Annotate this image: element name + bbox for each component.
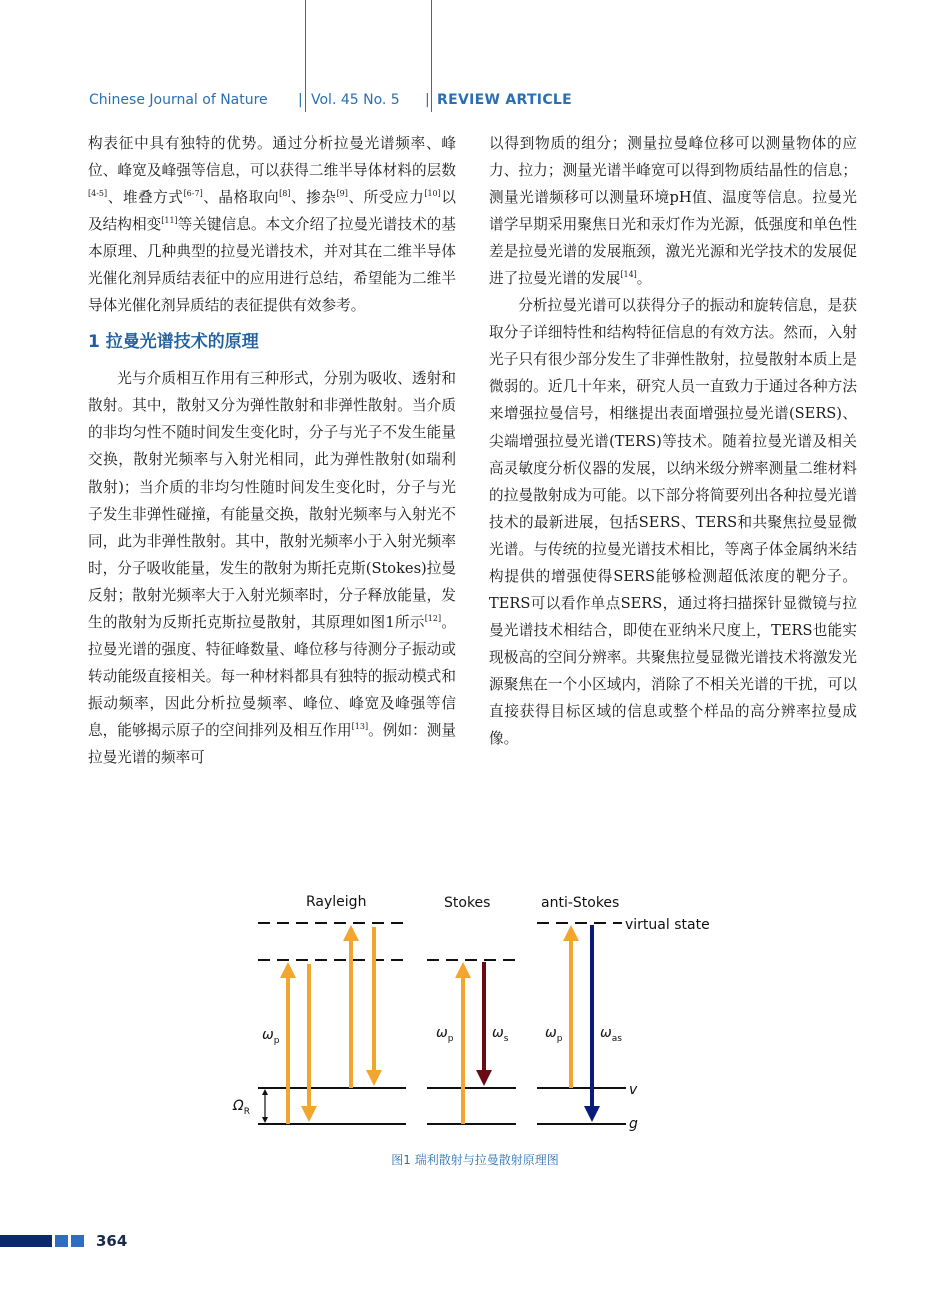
footer-bar-dark — [0, 1235, 52, 1247]
virtual-levels — [258, 923, 622, 960]
label-g: g — [629, 1116, 638, 1132]
header-sep-2: | — [425, 92, 430, 108]
left-column — [88, 130, 456, 771]
footer-bar-block-1 — [55, 1235, 68, 1247]
figure-1-diagram — [0, 880, 950, 1145]
label-rayleigh: Rayleigh — [306, 894, 367, 910]
label-anti-stokes: anti-Stokes — [541, 895, 620, 911]
footer-bar-block-2 — [71, 1235, 84, 1247]
caption-label: 图1 — [391, 1153, 411, 1167]
label-v: v — [629, 1082, 638, 1098]
left-paragraph-1: 构表征中具有独特的优势。通过分析拉曼光谱频率、峰位、峰宽及峰强等信息，可以获得二维半导体材料的层数[4-5]、堆叠方式[6-7]、晶格取向[8]、掺杂[9]、所受应力[10]以及结构相变[11]等关键信息。本文介绍了拉曼光谱技术的基本原理、几种典型的拉曼光谱技术，并对其在二维半导体光催化剂异质结表征中的应用进行总结，希望能为二维半导体光催化剂异质结的表征提供有效参考。 — [88, 135, 456, 315]
label-virtual-state: virtual state — [625, 917, 710, 933]
caption-text: 瑞利散射与拉曼散射原理图 — [414, 1153, 559, 1167]
volume-issue: Vol. 45 No. 5 — [311, 92, 400, 108]
anti-stokes-omega-as: $\omega_{as}$ — [600, 1025, 622, 1044]
omega-r-label: $\Omega_R$ — [233, 1098, 250, 1117]
right-paragraph-2: 分析拉曼光谱可以获得分子的振动和旋转信息，是获取分子详细特性和结构特征信息的有效方法。然而，入射光子只有很少部分发生了非弹性散射，拉曼散射本质上是微弱的。近几十年来，研究人员一直致力于通过各种方法来增强拉曼信号，相继提出表面增强拉曼光谱(SERS)、尖端增强拉曼光谱(TERS)等技术。随着拉曼光谱及相关高灵敏度分析仪器的发展，以纳米级分辨率测量二维材料的拉曼散射成为可能。以下部分将简要列出各种拉曼光谱技术的最新进展，包括SERS、TERS和共聚焦拉曼显微光谱。与传统的拉曼光谱技术相比，等离子体金属纳米结构提供的增强使得SERS能够检测超低浓度的靶分子。TERS可以看作单点SERS，通过将扫描探针显微镜与拉曼光谱技术相结合，即使在亚纳米尺度上，TERS也能实现极高的空间分辨率。共聚焦拉曼显微光谱技术将激发光源聚焦在一个小区域内，消除了不相关光谱的干扰，可以直接获得目标区域的信息或整个样品的高分辨率拉曼成像。 — [489, 297, 857, 748]
right-paragraph-1: 以得到物质的组分；测量拉曼峰位移可以测量物体的应力、拉力；测量光谱半峰宽可以得到物质结晶性的信息；测量光谱频移可以测量环境pH值、温度等信息。拉曼光谱学早期采用聚焦日光和汞灯作为光源，低强度和单色性差是拉曼光谱的发展瓶颈，激光光源和光学技术的发展促进了拉曼光谱的发展[14]。 — [489, 135, 857, 288]
stokes-omega-s: $\omega_s$ — [492, 1025, 509, 1044]
page-number: 364 — [96, 1232, 128, 1250]
right-column — [489, 130, 857, 752]
real-levels — [258, 1088, 626, 1124]
anti-stokes-omega-p: $\omega_p$ — [545, 1025, 563, 1044]
label-stokes: Stokes — [444, 895, 491, 911]
article-type: REVIEW ARTICLE — [437, 92, 572, 108]
header-rule-2 — [431, 0, 432, 112]
rayleigh-arrows — [288, 927, 374, 1124]
header-rule-1 — [305, 0, 306, 112]
section-heading: 1 拉曼光谱技术的原理 — [88, 332, 259, 353]
header-sep-1: | — [298, 92, 303, 108]
rayleigh-omega-p: $\omega_p$ — [262, 1027, 280, 1046]
journal-name: Chinese Journal of Nature — [89, 92, 268, 108]
left-paragraph-2: 光与介质相互作用有三种形式，分别为吸收、透射和散射。其中，散射又分为弹性散射和非弹性散射。当介质的非均匀性不随时间发生变化时，分子与光子不发生能量交换，散射光频率与入射光相同，此为弹性散射(如瑞利散射)；当介质的非均匀性随时间发生变化时，分子与光子发生非弹性碰撞，有能量交换，散射光频率与入射光不同，此为非弹性散射。其中，散射光频率小于入射光频率时，分子吸收能量，发生的散射为斯托克斯(Stokes)拉曼反射；散射光频率大于入射光频率时，分子释放能量，发生的散射为反斯托克斯拉曼散射，其原理如图1所示[12]。拉曼光谱的强度、特征峰数量、峰位移与待测分子振动或转动能级直接相关。每一种材料都具有独特的振动模式和振动频率，因此分析拉曼频率、峰位、峰宽及峰强等信息，能够揭示原子的空间排列及相互作用[13]。例如：测量拉曼光谱的频率可 — [88, 370, 456, 766]
stokes-omega-p: $\omega_p$ — [436, 1025, 454, 1044]
figure-caption — [0, 1151, 950, 1168]
